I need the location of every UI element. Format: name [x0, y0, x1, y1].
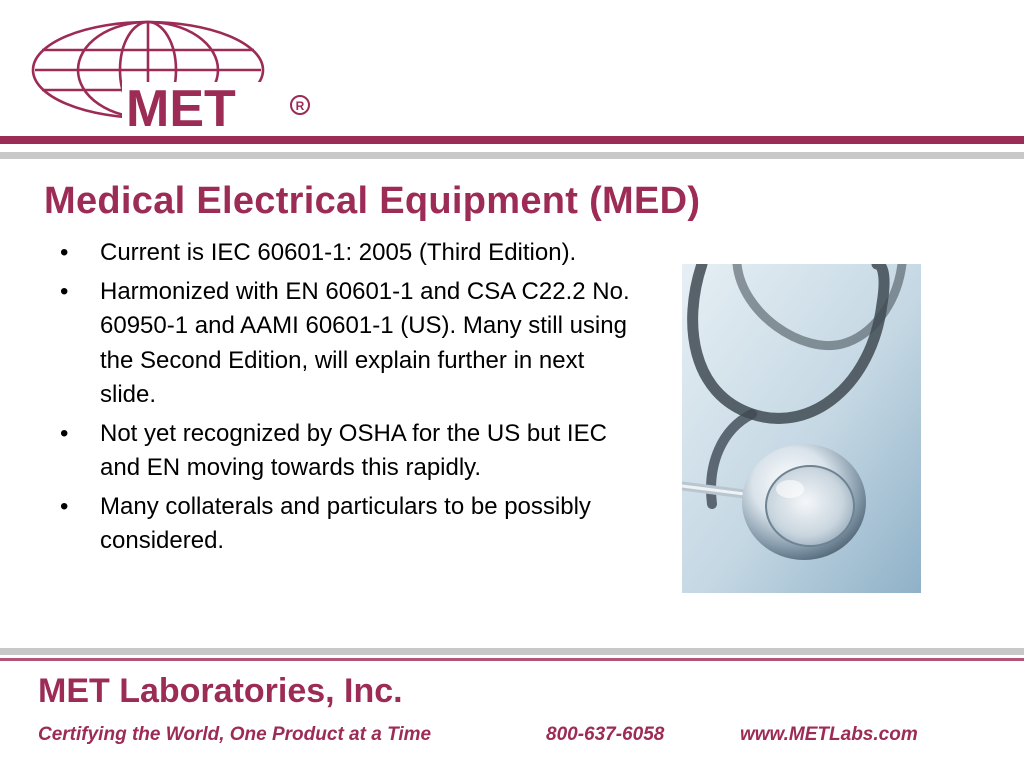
bullet-marker: •: [60, 239, 69, 266]
header-divider-gray: [0, 152, 1024, 159]
bullet-marker: •: [60, 492, 69, 520]
logo-wordmark: MET: [126, 80, 236, 134]
website-link[interactable]: www.METLabs.com: [740, 724, 918, 745]
bullet-text: Many collaterals and particulars to be possibly considered.: [100, 492, 591, 554]
tagline: Certifying the World, One Product at a Time: [38, 724, 432, 745]
bullet-list: [58, 236, 638, 563]
footer-divider-gray: [0, 648, 1024, 655]
header-divider-maroon: [0, 136, 1024, 144]
stethoscope-photo: [682, 264, 921, 593]
slide-title: Medical Electrical Equipment (MED): [44, 180, 701, 222]
bullet-item: [58, 275, 638, 413]
registered-mark: R: [295, 99, 305, 113]
bullet-item: [58, 490, 638, 559]
company-name: MET Laboratories, Inc.: [38, 672, 403, 710]
bullet-text: Current is IEC 60601-1: 2005 (Third Edition).: [100, 239, 577, 266]
bullet-text: Not yet recognized by OSHA for the US but IEC and EN moving towards this rapidly.: [100, 419, 607, 481]
bullet-marker: •: [60, 419, 69, 447]
bullet-item: [58, 417, 638, 486]
footer-divider-maroon: [0, 658, 1024, 661]
bullet-text: Harmonized with EN 60601-1 and CSA C22.2 No. 60950-1 and AAMI 60601-1 (US). Many still using the Second Edition, will explain further in next slide.: [100, 277, 630, 408]
bullet-marker: •: [60, 277, 69, 305]
phone-number: 800-637-6058: [546, 724, 665, 745]
met-logo: [30, 12, 320, 134]
bullet-item: [58, 236, 638, 271]
